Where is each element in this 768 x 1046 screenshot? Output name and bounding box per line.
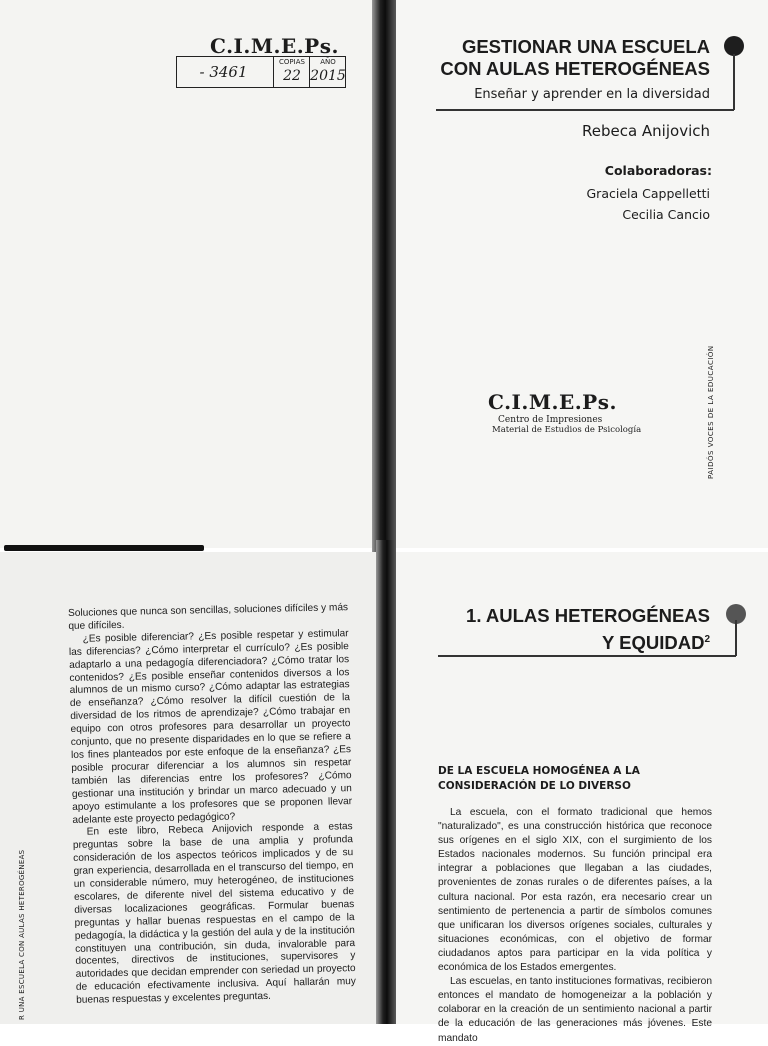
chapter-paragraph: Las escuelas, en tanto instituciones formativas, recibieron entonces el mandato de homogeneizar a la población y colaborar en la creación de un sentimiento nacional a partir de la educación de las generaciones más jóvenes. Este mandato bbox=[438, 976, 712, 1044]
series-label bbox=[704, 345, 716, 482]
publisher-stamp bbox=[488, 390, 641, 435]
section-heading: DE LA ESCUELA HOMOGÉNEA A LA CONSIDERACIÓN DE LO DIVERSO bbox=[438, 765, 640, 792]
chapter-rule-horizontal bbox=[438, 655, 736, 657]
chapter-title-line1: 1. AULAS HETEROGÉNEAS bbox=[466, 605, 710, 626]
back-cover-text bbox=[68, 602, 356, 1008]
back-paragraph: En este libro, Rebeca Anijovich responde a estas preguntas sobre la base de una amplia y profunda consideración de los aspectos teóricos implicados y de su gran experiencia, desarrollada en el transcurso del tiempo, en un considerable número, muy heterogéneo, de instituciones escolares, de diferente nivel del sistema educativo y de diversas localizaciones geográficas. Formular buenas preguntas y hallar buenas respuestas en el campo de la pedagogía, la didáctica y la gestión del aula y de la institución constituyen una contribución, sin duda, invalorable para docentes, directivos de instituciones, supervisores y autoridades que decidan emprender con seriedad un proyecto de educación efectivamente inclusiva. Aquí hallarán muy buenas respuestas y excelentes preguntas. bbox=[72, 821, 357, 1007]
collaborators-label: Colaboradoras: bbox=[604, 163, 712, 178]
collaborator-name: Graciela Cappelletti bbox=[586, 186, 710, 201]
collaborator-name: Cecilia Cancio bbox=[622, 207, 710, 222]
book-spine-shadow bbox=[372, 0, 396, 552]
title-bullet-dot bbox=[724, 36, 744, 56]
series-label-text: PAIDÓS VOCES DE LA EDUCACIÓN bbox=[707, 345, 715, 479]
publisher-stamp-line2: Material de Estudios de Psicología bbox=[492, 425, 642, 435]
book-title bbox=[440, 36, 710, 80]
title-rule-horizontal bbox=[436, 109, 734, 111]
chapter-body-text bbox=[438, 806, 712, 1046]
chapter-title bbox=[440, 604, 710, 655]
chapter-paragraph: La escuela, con el formato tradicional que hemos "naturalizado", es una construcción histórica que reconoce sus orígenes en el siglo XIX, con el surgimiento de los Estados nacionales modernos. Su función principal era integrar a poblaciones que llegaban a las ciudades, provenientes de zonas rurales o de diferentes países, a la cultura nacional. Por esta razón, era necesario crear un sentimiento de pertenencia a partir de símbolos comunes que unificaran los diversos orígenes sociales, culturales y situaciones económicas, con el objetivo de formar ciudadanos aptos para participar en la vida política y económica de los Estados emergentes. bbox=[438, 807, 712, 974]
stamp-anio-value: 2015 bbox=[310, 68, 346, 84]
back-paragraph: ¿Es posible diferenciar? ¿Es posible respetar y estimular las diferencias? ¿Cómo interpretar el currículo? ¿Es posible adaptarlo a una pedagogía diferenciadora? ¿Cómo tratar los contenidos? ¿Es posible enseñar contenidos diversos a los alumnos de un mismo curso? ¿Cómo adaptar las estrategias de enseñanza? ¿Cómo resolver la difícil cuestión de la diversidad de los ritmos de aprendizaje? ¿Cómo trabajar en equipo con otros profesores para desarrollar un proyecto conjunto, que no presente disparidades en lo que se refiere a los fines planteados por este enfoque de la enseñanza? ¿Es posible procurar diferenciar a los alumnos sin respetar también las diferencias entre los profesores? ¿Cómo gestionar una institución y brindar un marco adecuado y un apoyo estimulante a los profesores que se proponen llevar adelante este proyecto pedagógico? bbox=[68, 627, 353, 826]
book-author: Rebeca Anijovich bbox=[581, 122, 710, 140]
back-paragraph: Soluciones que nunca son sencillas, soluciones difíciles y más que difíciles. bbox=[68, 602, 349, 632]
stamp-number-cell bbox=[176, 57, 272, 87]
book-title-line1: GESTIONAR UNA ESCUELA bbox=[461, 36, 710, 57]
chapter-title-line2-wrap bbox=[440, 628, 710, 655]
library-stamp-box bbox=[176, 56, 346, 88]
book-title-line2: CON AULAS HETEROGÉNEAS bbox=[440, 58, 710, 79]
footnote-mark: 2 bbox=[704, 634, 710, 645]
stamp-copias-cell bbox=[273, 57, 310, 87]
book-subtitle: Enseñar y aprender en la diversidad bbox=[474, 87, 710, 102]
running-head: R UNA ESCUELA CON AULAS HETEROGÉNEAS bbox=[18, 849, 26, 1020]
stamp-copias-value: 22 bbox=[283, 68, 301, 84]
chapter-rule-vertical bbox=[735, 620, 737, 656]
stamp-copias-label: COPIAS bbox=[279, 58, 305, 66]
publisher-stamp-title: C.I.M.E.Ps. bbox=[488, 390, 617, 414]
book-spine-shadow-lower bbox=[376, 540, 396, 1024]
stamp-anio-cell bbox=[309, 57, 346, 87]
stamp-anio-label: AÑO bbox=[320, 58, 336, 66]
chapter-title-line2: Y EQUIDAD bbox=[601, 632, 705, 654]
page-fold-line bbox=[4, 545, 204, 551]
title-rule-vertical bbox=[733, 54, 735, 110]
publisher-stamp-line1: Centro de Impresiones bbox=[498, 415, 603, 425]
library-stamp-title: C.I.M.E.Ps. bbox=[210, 34, 339, 58]
stamp-number: - 3461 bbox=[199, 63, 248, 81]
